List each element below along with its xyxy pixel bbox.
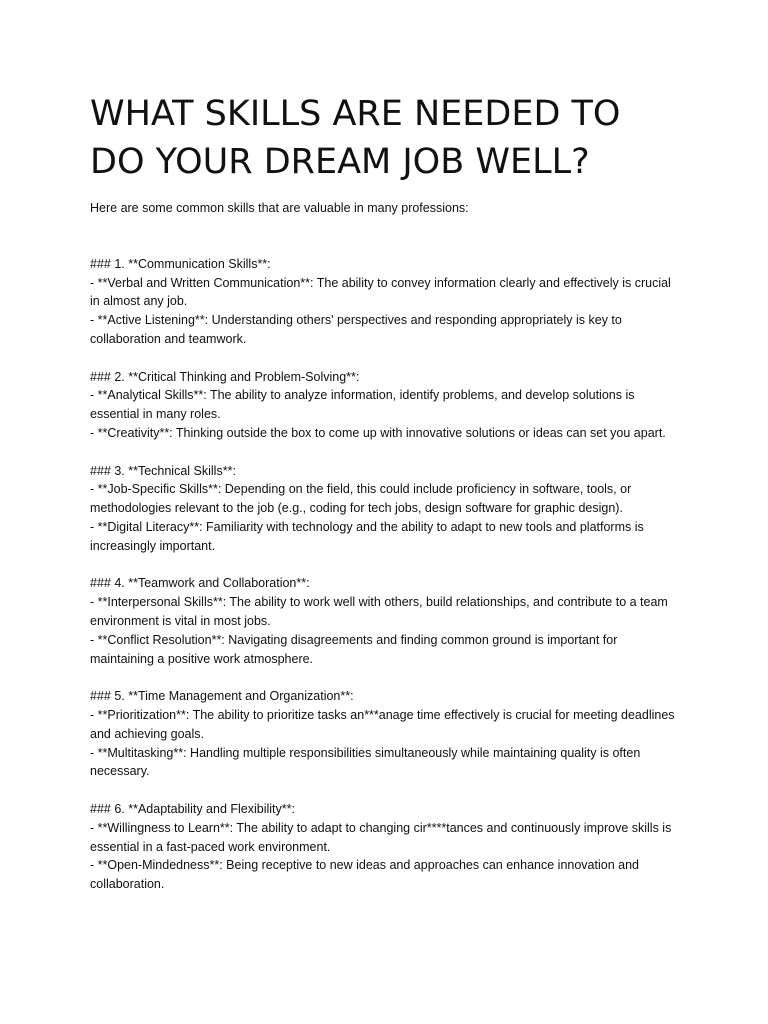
section-heading: ### 2. **Critical Thinking and Problem-Solving**:	[90, 369, 360, 384]
skill-item: - **Willingness to Learn**: The ability to adapt to changing cir****tances and continuously improve skills is essential in a fast-paced work environment.	[90, 820, 675, 854]
skill-section	[90, 687, 679, 781]
skill-item: - **Open-Mindedness**: Being receptive to new ideas and approaches can enhance innovation and collaboration.	[90, 858, 643, 892]
skill-item: - **Prioritization**: The ability to prioritize tasks an***anage time effectively is crucial for meeting deadlines and achieving goals.	[90, 707, 679, 741]
skill-item: - **Verbal and Written Communication**: The ability to convey information clearly and effectively is crucial in almost any job.	[90, 275, 675, 309]
skill-item: - **Conflict Resolution**: Navigating disagreements and finding common ground is important for maintaining a positive work atmosphere.	[90, 632, 621, 666]
skills-sections	[90, 255, 679, 894]
skill-item: - **Job-Specific Skills**: Depending on the field, this could include proficiency in software, tools, or methodologies relevant to the job (e.g., coding for tech jobs, design software for graphic design).	[90, 482, 635, 516]
document-page	[90, 90, 679, 913]
intro-paragraph: Here are some common skills that are valuable in many professions:	[90, 201, 469, 215]
skill-item: - **Digital Literacy**: Familiarity with technology and the ability to adapt to new tools and platforms is increasingly important.	[90, 519, 648, 553]
skill-section	[90, 462, 675, 556]
skill-item: - **Interpersonal Skills**: The ability to work well with others, build relationships, and contribute to a team environment is vital in most jobs.	[90, 595, 672, 628]
skill-item: - **Analytical Skills**: The ability to analyze information, identify problems, and develop solutions is essential in many roles.	[90, 388, 638, 422]
skill-item: - **Creativity**: Thinking outside the box to come up with innovative solutions or ideas can set you apart.	[90, 425, 666, 440]
skill-item: - **Active Listening**: Understanding others' perspectives and responding appropriately is key to collaboration and teamwork.	[90, 313, 626, 346]
section-heading: ### 1. **Communication Skills**:	[90, 256, 271, 271]
skill-section	[90, 255, 675, 349]
skill-section	[90, 800, 675, 894]
skill-section	[90, 574, 675, 668]
section-heading: ### 5. **Time Management and Organization**:	[90, 689, 354, 704]
document-title: WHAT SKILLS ARE NEEDED TO DO YOUR DREAM JOB WELL?	[90, 94, 621, 182]
skill-section	[90, 368, 675, 443]
skill-item: - **Multitasking**: Handling multiple responsibilities simultaneously while maintaining quality is often necessary.	[90, 745, 644, 779]
section-heading: ### 4. **Teamwork and Collaboration**:	[90, 576, 310, 591]
section-heading: ### 6. **Adaptability and Flexibility**:	[90, 801, 295, 816]
section-heading: ### 3. **Technical Skills**:	[90, 463, 236, 478]
